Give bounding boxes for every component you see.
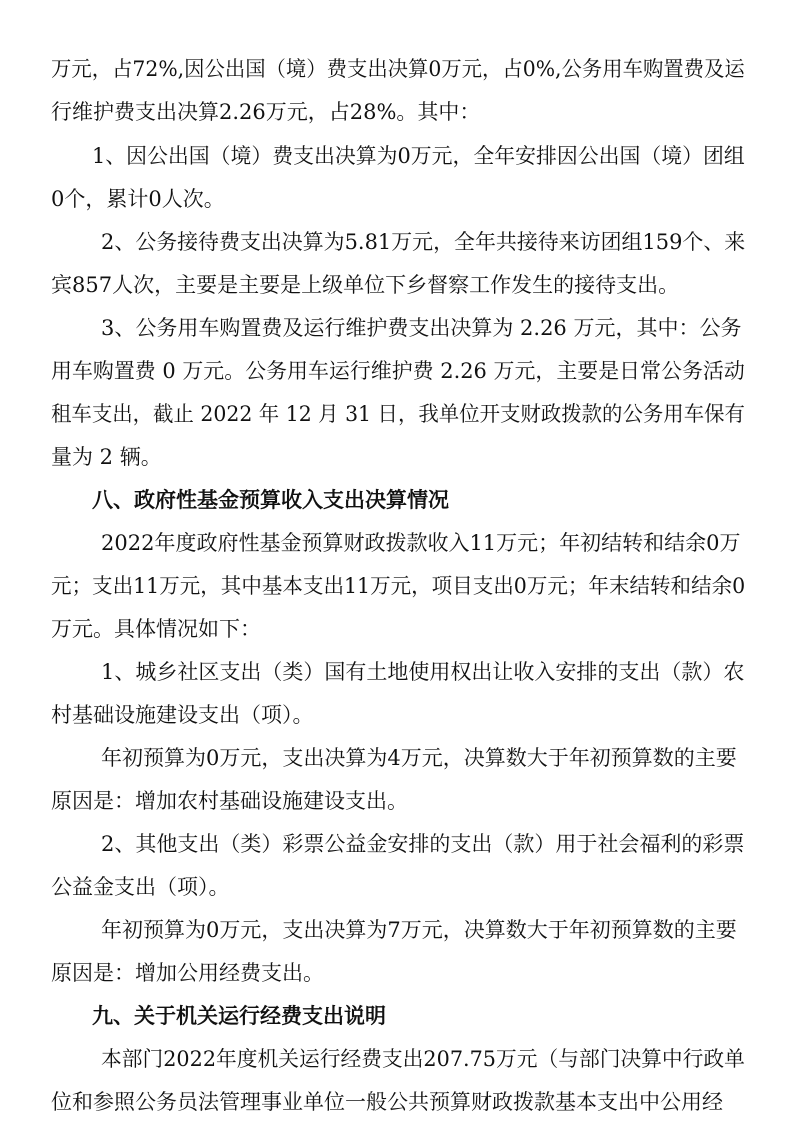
text-line: [0, 97, 793, 127]
line-text: 1、城乡社区支出（类）国有土地使用权出让收入安排的支出（款）农: [101, 660, 745, 684]
line-text: 原因是：增加公用经费支出。: [51, 961, 324, 985]
line-text: 1、因公出国（境）费支出决算为0万元，全年安排因公出国（境）团组: [92, 144, 745, 168]
line-text: 用车购置费 0 万元。公务用车运行维护费 2.26 万元，主要是日常公务活动: [51, 359, 745, 383]
line-text: 万元，占72%,因公出国（境）费支出决算0万元，占0%,公务用车购置费及运: [51, 57, 745, 81]
text-line: [0, 1044, 793, 1074]
text-line: [0, 227, 793, 257]
text-line: [0, 528, 793, 558]
text-line: [0, 1087, 793, 1117]
line-text: 行维护费支出决算2.26万元，占28%。其中：: [51, 100, 481, 124]
text-line: [0, 54, 793, 84]
line-text: 年初预算为0万元，支出决算为4万元，决算数大于年初预算数的主要: [101, 746, 737, 770]
line-text: 宾857人次，主要是主要是上级单位下乡督察工作发生的接待支出。: [51, 273, 680, 297]
text-line: [0, 958, 793, 988]
text-line: [0, 184, 793, 214]
line-text: 公益金支出（项）。: [51, 875, 230, 899]
text-line: [0, 872, 793, 902]
line-text: 3、公务用车购置费及运行维护费支出决算为 2.26 万元，其中：公务: [101, 316, 742, 340]
line-text: 0个，累计0人次。: [51, 187, 225, 211]
text-line: [0, 915, 793, 945]
line-text: 2022年度政府性基金预算财政拨款收入11万元；年初结转和结余0万: [101, 531, 741, 555]
line-text: 量为 2 辆。: [51, 445, 162, 469]
text-line: [0, 786, 793, 816]
text-line: [0, 399, 793, 429]
section-heading-text: 九、关于机关运行经费支出说明: [92, 1004, 386, 1028]
line-text: 2、其他支出（类）彩票公益金安排的支出（款）用于社会福利的彩票: [101, 832, 745, 856]
text-line: [0, 442, 793, 472]
text-line: [0, 356, 793, 386]
section-heading: [0, 1001, 793, 1031]
text-line: [0, 614, 793, 644]
line-text: 2、公务接待费支出决算为5.81万元，全年共接待来访团组159个、来: [101, 230, 746, 254]
section-heading: [0, 485, 793, 515]
text-line: [0, 313, 793, 343]
line-text: 元；支出11万元，其中基本支出11万元，项目支出0万元；年末结转和结余0: [51, 574, 746, 598]
text-line: [0, 657, 793, 687]
line-text: 年初预算为0万元，支出决算为7万元，决算数大于年初预算数的主要: [101, 918, 737, 942]
text-line: [0, 829, 793, 859]
line-text: 租车支出，截止 2022 年 12 月 31 日，我单位开支财政拨款的公务用车保有: [51, 402, 745, 426]
line-text: 原因是：增加农村基础设施建设支出。: [51, 789, 408, 813]
text-line: [0, 141, 793, 171]
text-line: [0, 571, 793, 601]
line-text: 村基础设施建设支出（项）。: [51, 703, 314, 727]
text-line: [0, 270, 793, 300]
line-text: 万元。具体情况如下：: [51, 617, 261, 641]
text-line: [0, 700, 793, 730]
line-text: 本部门2022年度机关运行经费支出207.75万元（与部门决算中行政单: [101, 1047, 745, 1071]
text-line: [0, 743, 793, 773]
line-text: 位和参照公务员法管理事业单位一般公共预算财政拨款基本支出中公用经: [51, 1090, 723, 1114]
section-heading-text: 八、政府性基金预算收入支出决算情况: [92, 488, 449, 512]
